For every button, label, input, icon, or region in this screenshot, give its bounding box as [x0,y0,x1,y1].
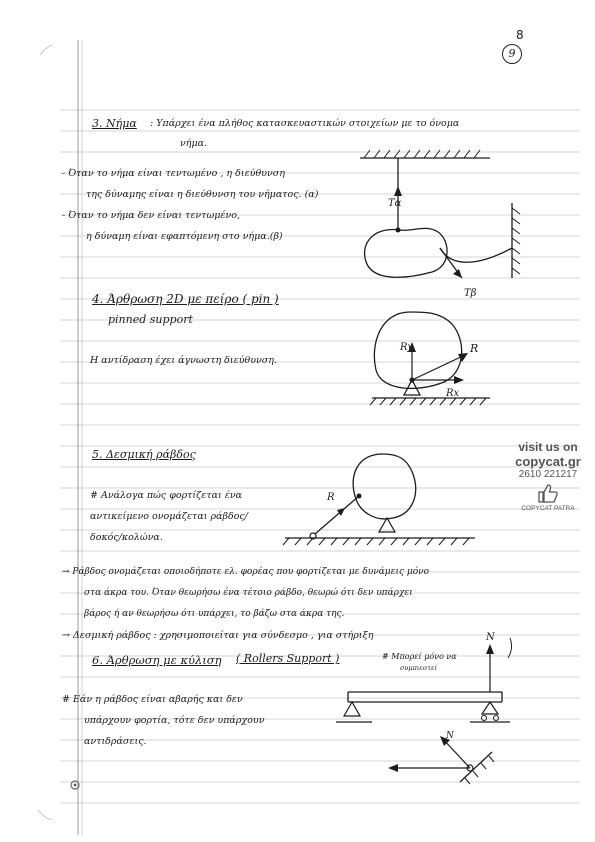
rope-diagram [340,148,540,303]
circled-page-number-text: 9 [508,47,516,60]
margin-mark [68,778,82,792]
bar-definition-line1: → Ράβδος ονομάζεται οποιοδήποτε ελ. φορέας που φορτίζεται με δυνάμεις μόνο [62,567,430,577]
ad-line2: copycat.gr [515,454,581,469]
bar-force-label: R [327,492,335,503]
two-force-member-diagram [275,446,495,551]
section-6-text-line3: αντιδράσεις. [84,736,147,747]
section-6-note-line2: συμπιεστεί [400,664,437,672]
reaction-r-label: R [470,342,479,355]
section-3-bullet1-line2: της δύναμης είναι η διεύθυνση του νήματος. (α) [86,189,319,200]
section-6-text-line1: # Εάν η ράβδος είναι αβαρής και δεν [62,694,243,705]
section-6-note-line1: # Μπορεί μόνο να [382,652,457,661]
tension-b-label: Tβ [464,288,477,299]
ad-line4: COPYCAT PATRA [521,505,575,512]
section-5-text-line1: # Ανάλογα πώς φορτίζεται ένα [90,490,243,501]
section-3-bullet2-line1: - Όταν το νήμα δεν είναι τεντωμένο, [62,210,240,221]
reaction-ry-label: Ry [400,342,414,353]
section-4-subtitle: pinned support [108,313,193,326]
section-5-title: 5. Δεσμική ράβδος [92,448,196,461]
normal-force-low-label: N [446,731,454,741]
bar-definition-line2: στα άκρα του. Όταν θεωρήσω ένα τέτοιο ράβδο, θεωρώ ότι δεν υπάρχει [84,588,413,598]
section-3-title: 3. Νήμα [92,117,137,130]
section-5-text-line2: αντικείμενο ονομάζεται ράβδος/ [90,511,248,522]
normal-force-top-label: N [486,632,495,643]
ad-line1: visit us on [518,440,578,454]
section-3-bullet2-line2: η δύναμη είναι εφαπτόμενη στο νήμα.(β) [86,231,283,242]
section-3-bullet1-line1: - Όταν το νήμα είναι τεντωμένο , η διεύθυνση [62,168,285,179]
thumbs-up-icon [537,483,559,503]
section-3-description-line1: : Υπάρχει ένα πλήθος κατασκευαστικών στοιχείων με το όνομα [150,118,460,129]
section-4-title: 4. Άρθρωση 2D με πείρο ( pin ) [92,292,279,306]
section-6-title: 6. Άρθρωση με κύλιση [92,653,222,667]
two-force-member-use: → Δεσμική ράβδος : χρησιμοποιείται για σύνδεσμο , για στήριξη [62,630,374,641]
section-3-description-line2: νήμα. [180,138,208,149]
circled-page-number [502,44,522,64]
bar-definition-line3: βάρος ή αν θεωρήσω ότι υπάρχει, το βάζω στα άκρα της. [84,609,345,619]
section-5-text-line3: δοκός/κολώνα. [90,532,163,543]
section-6-text-line2: υπάρχουν φορτία, τότε δεν υπάρχουν [84,715,265,726]
pin-support-diagram [340,300,520,415]
tension-a-label: Tα [388,198,402,209]
ad-line3: 2610 221217 [518,469,578,480]
page-number: 8 [516,28,524,42]
reaction-rx-label: Rx [446,388,460,399]
copycat-ad [508,440,588,512]
section-4-text: Η αντίδραση έχει άγνωστη διεύθυνση. [90,355,277,366]
roller-support-diagram [330,630,530,790]
section-6-title-english: ( Rollers Support ) [236,652,340,665]
